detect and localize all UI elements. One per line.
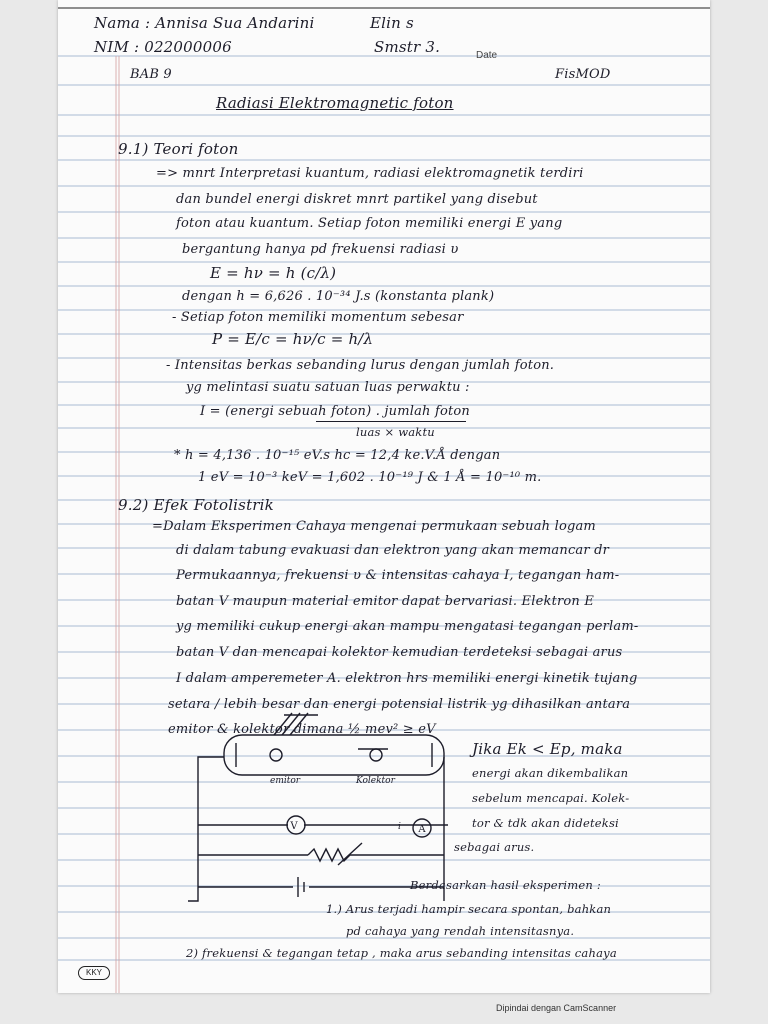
s1-formula-momentum: P = E/c = hν/c = h/λ (212, 330, 374, 348)
collector-label: Kolektor (356, 776, 395, 786)
s2-line-6: batan V dan mencapai kolektor kemudian terdeteksi sebagai arus (176, 645, 623, 660)
s2-line-2: di dalam tabung evakuasi dan elektron yang akan memancar dr (176, 543, 610, 558)
student-name: Nama : Annisa Sua Andarini (94, 14, 315, 32)
notebook-brand-tag: KKY (78, 966, 110, 980)
ammeter-symbol (410, 816, 434, 840)
s1-line-3: foton atau kuantum. Setiap foton memiliki energi E yang (176, 216, 563, 231)
voltmeter-label: V (290, 821, 298, 832)
s1-line-1: => mnrt Interpretasi kuantum, radiasi elektromagnetik terdiri (156, 166, 584, 181)
s1-denominator: luas × waktu (356, 425, 435, 439)
side-note-3: sebelum mencapai. Kolek- (472, 791, 630, 805)
s1-line-planck: dengan h = 6,626 . 10⁻³⁴ J.s (konstanta plank) (182, 289, 495, 304)
notebook-page (58, 0, 710, 993)
chapter-number: BAB 9 (130, 67, 172, 82)
s1-conversions: 1 eV = 10⁻³ keV = 1,602 . 10⁻¹⁹ J & 1 Å = 10⁻¹⁰ m. (198, 470, 542, 485)
s1-formula-energy: E = hν = h (c/λ) (210, 264, 337, 282)
s1-line-momentum: - Setiap foton memiliki momentum sebesar (172, 310, 464, 325)
light-ray (274, 713, 292, 735)
vacuum-tube (224, 735, 444, 775)
student-nim: NIM : 022000006 (94, 38, 232, 56)
result-1: 1.) Arus terjadi hampir secara spontan, bahkan (326, 902, 612, 916)
variable-resistor (308, 849, 444, 861)
side-note-4: tor & tdk akan dideteksi (472, 816, 619, 830)
s2-line-5: yg memiliki cukup energi akan mampu mengatasi tegangan perlam- (176, 619, 639, 634)
side-note-1: Jika Ek < Ep, maka (472, 740, 623, 758)
s1-line-2: dan bundel energi diskret mnrt partikel yang disebut (176, 192, 538, 207)
date-label: Date (476, 50, 498, 61)
side-note-5: sebagai arus. (454, 840, 535, 854)
s2-line-4: batan V maupun material emitor dapat bervariasi. Elektron E (176, 594, 595, 609)
result-1-cont: pd cahaya yang rendah intensitasnya. (346, 924, 575, 938)
electron (270, 749, 282, 761)
s1-line-area: yg melintasi suatu satuan luas perwaktu : (186, 380, 470, 395)
course-name: FisMOD (555, 67, 611, 82)
s1-line-intensity: - Intensitas berkas sebanding lurus dengan jumlah foton. (166, 358, 555, 373)
s2-line-1: =Dalam Eksperimen Cahaya mengenai permukaan sebuah logam (152, 519, 596, 534)
results-heading: Berdasarkan hasil eksperimen : (410, 878, 601, 892)
ammeter-label: A (418, 824, 426, 835)
photoelectric-circuit-diagram (188, 705, 448, 905)
s2-line-8: setara / lebih besar dan energi potensial listrik yg dihasilkan antara (168, 697, 631, 712)
light-ray (282, 713, 300, 735)
light-ray (290, 713, 308, 735)
current-label: i (398, 822, 401, 832)
semester: Smstr 3. (374, 38, 441, 56)
student-class: Elin s (370, 14, 414, 32)
s1-formula-intensity: I = (energi sebuah foton) . jumlah foton (200, 404, 470, 419)
s1-constants: * h = 4,136 . 10⁻¹⁵ eV.s hc = 12,4 ke.V.Å dengan (174, 448, 501, 463)
electron (370, 749, 382, 761)
s2-line-9: emitor & kolektor dimana ½ mev² ≥ eV (168, 722, 436, 737)
section-1-heading: 9.1) Teori foton (118, 140, 239, 158)
section-2-heading: 9.2) Efek Fotolistrik (118, 496, 274, 514)
result-2: 2) frekuensi & tegangan tetap , maka arus sebanding intensitas cahaya (186, 946, 617, 960)
chapter-title: Radiasi Elektromagnetic foton (216, 94, 454, 112)
scanner-watermark: Dipindai dengan CamScanner (496, 1003, 617, 1013)
emitter-label: emitor (270, 776, 301, 786)
side-note-2: energi akan dikembalikan (472, 766, 629, 780)
s1-line-4: bergantung hanya pd frekuensi radiasi υ (182, 242, 459, 257)
s2-line-3: Permukaannya, frekuensi υ & intensitas cahaya I, tegangan ham- (176, 568, 620, 583)
s2-line-7: I dalam amperemeter A. elektron hrs memiliki energi kinetik tujang (176, 671, 638, 686)
fraction-bar (316, 421, 466, 422)
